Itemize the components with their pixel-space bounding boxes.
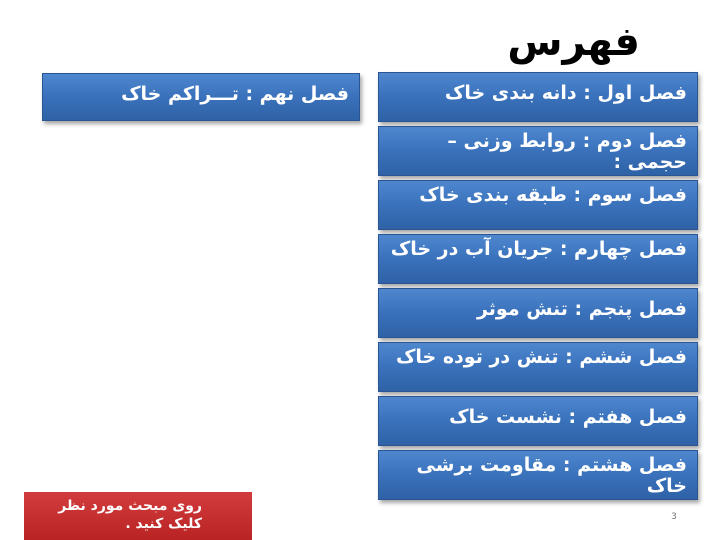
instruction-note-text: روی مبحث مورد نظر کلیک کنید . xyxy=(58,498,202,532)
instruction-note xyxy=(24,492,252,540)
chapter-5-button[interactable] xyxy=(378,288,698,338)
chapter-1-label: فصل اول : دانه بندی خاک xyxy=(444,82,687,104)
chapter-2-label: فصل دوم : روابط وزنی – حجمی : xyxy=(447,130,687,173)
chapter-7-label: فصل هفتم : نشست خاک xyxy=(449,406,687,428)
chapter-4-button[interactable] xyxy=(378,234,698,284)
chapter-7-button[interactable] xyxy=(378,396,698,446)
chapter-6-button[interactable] xyxy=(378,342,698,392)
chapter-8-button[interactable] xyxy=(378,450,698,500)
page-number: 3 xyxy=(671,512,677,522)
chapter-5-label: فصل پنجم : تنش موثر xyxy=(476,298,687,320)
chapter-4-label: فصل چهارم : جریان آب در خاک xyxy=(390,238,687,260)
page-title: فهرس xyxy=(507,19,640,65)
chapter-9-button[interactable] xyxy=(42,73,360,121)
chapter-6-label: فصل ششم : تنش در توده خاک xyxy=(395,346,687,368)
chapter-3-button[interactable] xyxy=(378,180,698,230)
chapter-8-label: فصل هشتم : مقاومت برشی خاک xyxy=(416,454,687,497)
chapter-9-label: فصل نهم : تـــراکم خاک xyxy=(121,83,349,105)
chapter-3-label: فصل سوم : طبقه بندی خاک xyxy=(419,184,687,206)
chapter-2-button[interactable] xyxy=(378,126,698,176)
chapter-1-button[interactable] xyxy=(378,72,698,122)
